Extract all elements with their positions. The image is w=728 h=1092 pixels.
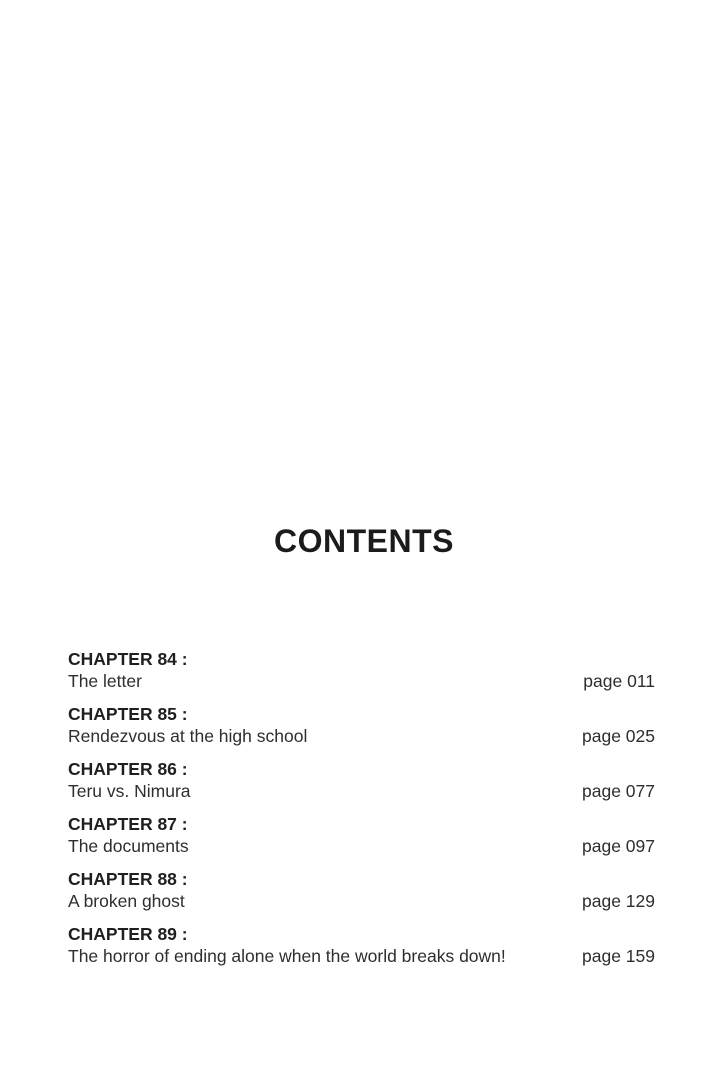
toc-entry [68,923,655,967]
toc-entry-row [68,780,655,802]
page-title: CONTENTS [274,523,454,559]
toc-entry-row [68,890,655,912]
chapter-heading: CHAPTER 85 : [68,704,188,724]
toc-entry [68,648,655,692]
chapter-heading: CHAPTER 89 : [68,924,188,944]
chapter-title: The letter [68,671,142,691]
toc-entry-row [68,670,655,692]
toc-entry [68,703,655,747]
chapter-title: Teru vs. Nimura [68,781,191,801]
chapter-heading: CHAPTER 87 : [68,814,188,834]
chapter-title: The horror of ending alone when the world breaks down! [68,946,506,966]
toc-entry [68,868,655,912]
toc-entry-row [68,835,655,857]
chapter-heading: CHAPTER 84 : [68,649,188,669]
chapter-title: A broken ghost [68,891,185,911]
chapter-heading: CHAPTER 88 : [68,869,188,889]
toc-entry-row [68,945,655,967]
page-number: page 025 [582,726,655,746]
chapter-title: The documents [68,836,189,856]
toc-list [68,648,655,978]
page-number: page 077 [582,781,655,801]
page-number: page 129 [582,891,655,911]
toc-entry [68,813,655,857]
toc-entry [68,758,655,802]
toc-entry-row [68,725,655,747]
page-number: page 159 [582,946,655,966]
chapter-heading: CHAPTER 86 : [68,759,188,779]
page-number: page 097 [582,836,655,856]
page-number: page 011 [583,671,655,691]
chapter-title: Rendezvous at the high school [68,726,308,746]
